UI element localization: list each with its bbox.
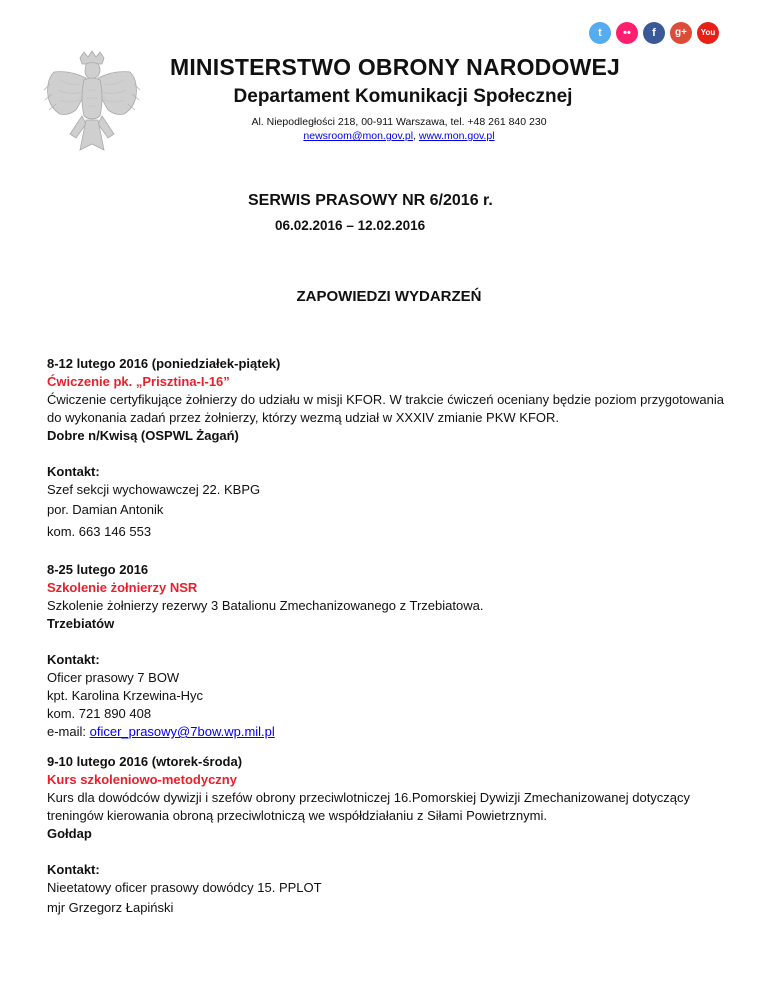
- contact-label: Kontakt:: [47, 652, 100, 667]
- event-item: [47, 561, 737, 741]
- press-service-dates: 06.02.2016 – 12.02.2016: [275, 218, 426, 233]
- twitter-icon[interactable]: t: [589, 22, 611, 44]
- youtube-icon[interactable]: You: [697, 22, 719, 44]
- links-separator: ,: [413, 130, 419, 142]
- ministry-title: MINISTERSTWO OBRONY NARODOWEJ: [169, 54, 621, 80]
- contact-line: Oficer prasowy 7 BOW: [47, 670, 180, 685]
- event-item: [47, 355, 737, 543]
- facebook-icon[interactable]: f: [643, 22, 665, 44]
- event-title: Szkolenie żołnierzy NSR: [47, 580, 198, 595]
- event-title: Kurs szkoleniowo-metodyczny: [47, 772, 237, 787]
- events-list: [47, 355, 737, 919]
- links-line: [30, 129, 768, 143]
- contact-line: mjr Grzegorz Łapiński: [47, 900, 174, 915]
- newsroom-email-link[interactable]: newsroom@mon.gov.pl: [303, 130, 414, 142]
- email-label: e-mail:: [47, 724, 90, 739]
- contact-line: Szef sekcji wychowawczej 22. KBPG: [47, 482, 261, 497]
- google-plus-icon[interactable]: g+: [670, 22, 692, 44]
- flickr-icon[interactable]: ••: [616, 22, 638, 44]
- event-location: Gołdap: [47, 826, 92, 841]
- contact-label: Kontakt:: [47, 464, 100, 479]
- event-date: 8-25 lutego 2016: [47, 562, 149, 577]
- contact-email-line: [47, 723, 737, 741]
- social-links: [589, 22, 719, 44]
- event-title: Ćwiczenie pk. „Prisztina-I-16”: [47, 374, 230, 389]
- contact-line: Nieetatowy oficer prasowy dowódcy 15. PPLOT: [47, 880, 322, 895]
- section-title: ZAPOWIEDZI WYDARZEŃ: [296, 288, 482, 305]
- contact-address: [0, 115, 768, 143]
- address-line: Al. Niepodległości 218, 00-911 Warszawa, tel. +48 261 840 230: [251, 116, 547, 128]
- event-location: Dobre n/Kwisą (OSPWL Żagań): [47, 428, 239, 443]
- event-item: [47, 753, 737, 919]
- contact-line: kpt. Karolina Krzewina-Hyc: [47, 688, 204, 703]
- event-date: 9-10 lutego 2016 (wtorek-środa): [47, 754, 243, 769]
- contact-label: Kontakt:: [47, 862, 100, 877]
- website-link[interactable]: www.mon.gov.pl: [418, 130, 495, 142]
- event-description: Ćwiczenie certyfikujące żołnierzy do udziału w misji KFOR. W trakcie ćwiczeń oceniany będzie poziom przygotowania do wykonania zadań przez żołnierzy, którzy wezmą udział w XXXIV zmianie PKW KFOR.: [47, 392, 724, 425]
- contact-line: kom. 721 890 408: [47, 706, 152, 721]
- department-title: Departament Komunikacji Społecznej: [233, 86, 573, 107]
- contact-line: kom. 663 146 553: [47, 524, 152, 539]
- event-description: Szkolenie żołnierzy rezerwy 3 Batalionu Zmechanizowanego z Trzebiatowa.: [47, 598, 484, 613]
- event-location: Trzebiatów: [47, 616, 115, 631]
- event-date: 8-12 lutego 2016 (poniedziałek-piątek): [47, 356, 281, 371]
- press-service-title: SERWIS PRASOWY NR 6/2016 r.: [248, 192, 493, 209]
- contact-email-link[interactable]: oficer_prasowy@7bow.wp.mil.pl: [89, 724, 275, 739]
- event-description: Kurs dla dowódców dywizji i szefów obrony przeciwlotniczej 16.Pomorskiej Dywizji Zmechanizowanej dotyczący treningów kierowania obroną przeciwlotniczą we współdziałaniu z Siłami Powietrznymi.: [47, 790, 691, 823]
- contact-line: por. Damian Antonik: [47, 502, 164, 517]
